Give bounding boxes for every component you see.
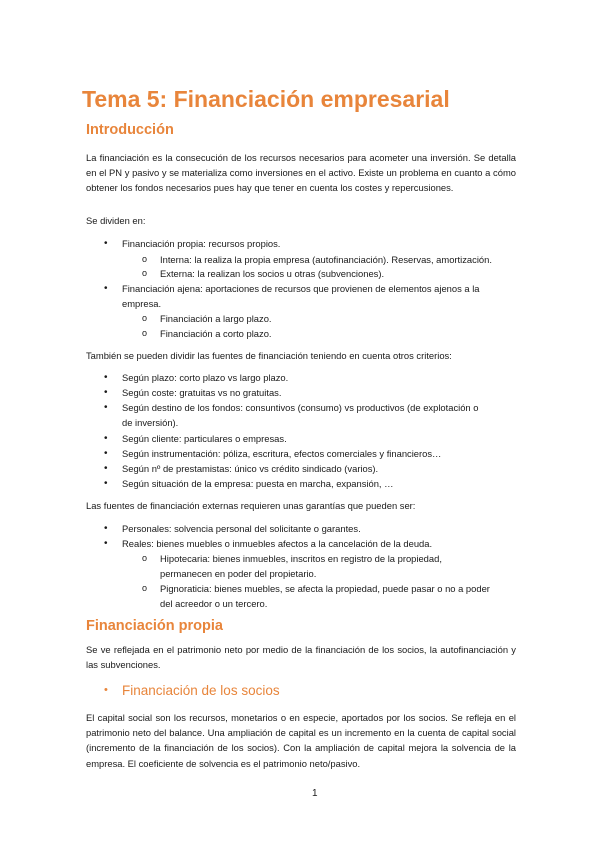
sub-bullet-icon: o bbox=[142, 268, 148, 278]
sub-list-item-cont: permanecen en poder del propietario. bbox=[160, 568, 317, 579]
bullet-icon: • bbox=[104, 402, 108, 413]
list-item: Según plazo: corto plazo vs largo plazo. bbox=[122, 372, 289, 383]
subsection-heading-socios: Financiación de los socios bbox=[122, 683, 280, 698]
sub-list-item: Externa: la realizan los socios u otras (subvenciones). bbox=[160, 268, 385, 279]
page-title: Tema 5: Financiación empresarial bbox=[82, 86, 450, 112]
list-item: Según instrumentación: póliza, escritura, efectos comerciales y financieros… bbox=[122, 448, 442, 459]
sub-bullet-icon: o bbox=[142, 328, 148, 338]
se-dividen-text: Se dividen en: bbox=[86, 215, 146, 226]
list-item: Reales: bienes muebles o inmuebles afectos a la cancelación de la deuda. bbox=[122, 538, 433, 549]
list-item: Personales: solvencia personal del solicitante o garantes. bbox=[122, 523, 361, 534]
sub-list-item-cont: del acreedor o un tercero. bbox=[160, 598, 268, 609]
bullet-icon: • bbox=[104, 372, 108, 383]
bullet-icon: • bbox=[104, 538, 108, 549]
bullet-icon: • bbox=[104, 523, 108, 534]
intro-paragraph: La financiación es la consecución de los recursos necesarios para acometer una inversión. Se detalla en el PN y pasivo y se materializa como inversiones en el activo. Existe un problema en cuanto a cómo obtener los fondos necesarios pues hay que tener en cuenta los costes y repercusiones. bbox=[86, 152, 516, 194]
list-item: Financiación propia: recursos propios. bbox=[122, 238, 281, 249]
socios-paragraph: El capital social son los recursos, monetarios o en especie, aportados por los socios. Se refleja en el patrimonio neto del balance. Una ampliación de capital es un incremento en la cuenta de capital social (incremento de la financiación de los socios). Con la ampliación de capital mejora la solvencia de la empresa. El coeficiente de solvencia es el patrimonio neto/pasivo. bbox=[86, 712, 516, 769]
sub-bullet-icon: o bbox=[142, 583, 148, 593]
page-number: 1 bbox=[312, 788, 318, 799]
sub-list-item: Financiación a corto plazo. bbox=[160, 328, 272, 339]
sub-bullet-icon: o bbox=[142, 553, 148, 563]
list-item: Según cliente: particulares o empresas. bbox=[122, 433, 287, 444]
bullet-icon: • bbox=[104, 463, 108, 474]
section-heading-introduccion: Introducción bbox=[86, 122, 174, 138]
garantias-text: Las fuentes de financiación externas requieren unas garantías que pueden ser: bbox=[86, 500, 416, 511]
list-item: Según situación de la empresa: puesta en marcha, expansión, … bbox=[122, 478, 394, 489]
bullet-icon: • bbox=[104, 478, 108, 489]
list-item-cont: empresa. bbox=[122, 298, 162, 309]
bullet-icon: • bbox=[104, 238, 108, 249]
list-item: Según destino de los fondos: consuntivos (consumo) vs productivos (de explotación o bbox=[122, 402, 479, 413]
tambien-text: También se pueden dividir las fuentes de financiación teniendo en cuenta otros criterios: bbox=[86, 350, 452, 361]
sub-list-item: Hipotecaria: bienes inmuebles, inscritos en registro de la propiedad, bbox=[160, 553, 442, 564]
sub-list-item: Pignoraticia: bienes muebles, se afecta la propiedad, puede pasar o no a poder bbox=[160, 583, 490, 594]
sub-list-item: Interna: la realiza la propia empresa (autofinanciación). Reservas, amortización. bbox=[160, 254, 492, 265]
bullet-icon: • bbox=[104, 283, 108, 294]
bullet-icon: • bbox=[104, 448, 108, 459]
list-item: Según nº de prestamistas: único vs crédito sindicado (varios). bbox=[122, 463, 379, 474]
sub-bullet-icon: o bbox=[142, 254, 148, 264]
bullet-icon: • bbox=[104, 387, 108, 398]
list-item-cont: de inversión). bbox=[122, 417, 179, 428]
sub-bullet-icon: o bbox=[142, 313, 148, 323]
list-item: Según coste: gratuitas vs no gratuitas. bbox=[122, 387, 282, 398]
financiacion-propia-paragraph: Se ve reflejada en el patrimonio neto por medio de la financiación de los socios, la autofinanciación y las subvenciones. bbox=[86, 644, 516, 671]
sub-list-item: Financiación a largo plazo. bbox=[160, 313, 272, 324]
list-item: Financiación ajena: aportaciones de recursos que provienen de elementos ajenos a la bbox=[122, 283, 480, 294]
bullet-icon: • bbox=[104, 433, 108, 444]
section-heading-financiacion-propia: Financiación propia bbox=[86, 618, 223, 634]
bullet-icon: • bbox=[104, 684, 108, 696]
